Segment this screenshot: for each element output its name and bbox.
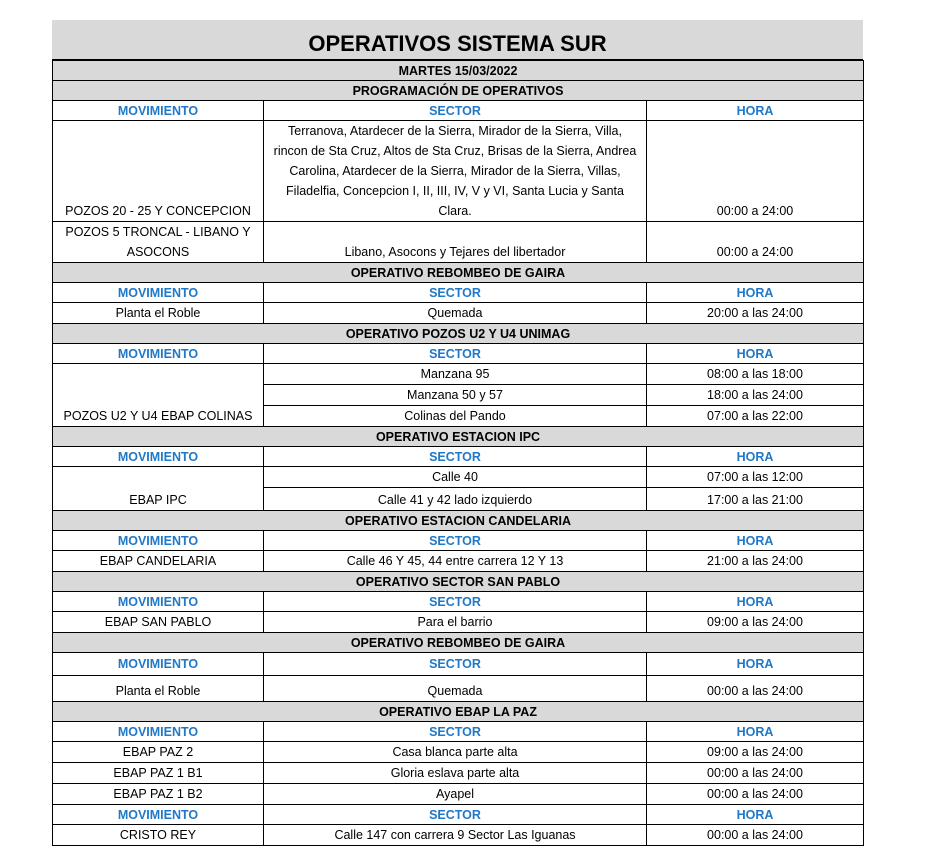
col-header-sector: SECTOR bbox=[264, 592, 647, 612]
schedule-table bbox=[52, 60, 864, 846]
movimiento-cell: EBAP SAN PABLO bbox=[53, 612, 264, 633]
table-row bbox=[53, 364, 864, 385]
hora-cell: 00:00 a 24:00 bbox=[647, 121, 864, 222]
sector-cell: Calle 41 y 42 lado izquierdo bbox=[264, 488, 647, 511]
movimiento-cell: CRISTO REY bbox=[53, 825, 264, 846]
sector-cell: Casa blanca parte alta bbox=[264, 742, 647, 763]
hora-cell: 09:00 a las 24:00 bbox=[647, 612, 864, 633]
col-header-movimiento: MOVIMIENTO bbox=[53, 805, 264, 825]
section-title: OPERATIVO ESTACION CANDELARIA bbox=[53, 511, 864, 531]
col-header-sector: SECTOR bbox=[264, 722, 647, 742]
hora-cell: 18:00 a las 24:00 bbox=[647, 385, 864, 406]
col-header-hora: HORA bbox=[647, 592, 864, 612]
col-header-hora: HORA bbox=[647, 344, 864, 364]
sector-cell: Quemada bbox=[264, 303, 647, 324]
table-row bbox=[53, 303, 864, 324]
col-header-movimiento: MOVIMIENTO bbox=[53, 592, 264, 612]
col-header-movimiento: MOVIMIENTO bbox=[53, 653, 264, 676]
movimiento-cell: POZOS U2 Y U4 EBAP COLINAS bbox=[53, 364, 264, 427]
section-title: PROGRAMACIÓN DE OPERATIVOS bbox=[53, 81, 864, 101]
sector-cell: Calle 40 bbox=[264, 467, 647, 488]
hora-cell: 00:00 a las 24:00 bbox=[647, 825, 864, 846]
col-header-sector: SECTOR bbox=[264, 283, 647, 303]
section-title: OPERATIVO REBOMBEO DE GAIRA bbox=[53, 263, 864, 283]
movimiento-cell: Planta el Roble bbox=[53, 303, 264, 324]
col-header-sector: SECTOR bbox=[264, 653, 647, 676]
col-header-movimiento: MOVIMIENTO bbox=[53, 447, 264, 467]
col-header-movimiento: MOVIMIENTO bbox=[53, 283, 264, 303]
sector-cell: Manzana 95 bbox=[264, 364, 647, 385]
section-title: OPERATIVO EBAP LA PAZ bbox=[53, 702, 864, 722]
sector-cell: Terranova, Atardecer de la Sierra, Mirador de la Sierra, Villa, rincon de Sta Cruz, Altos de Sta Cruz, Brisas de la Sierra, Andrea Carolina, Atardecer de la Sierra, Mirador de la Sierra, Villas, Filadelfia, Concepcion I, II, III, IV, V y VI, Santa Lucia y Santa Clara. bbox=[264, 121, 647, 222]
movimiento-cell: EBAP PAZ 1 B1 bbox=[53, 763, 264, 784]
col-header-sector: SECTOR bbox=[264, 531, 647, 551]
table-row bbox=[53, 742, 864, 763]
hora-cell: 07:00 a las 22:00 bbox=[647, 406, 864, 427]
col-header-hora: HORA bbox=[647, 805, 864, 825]
hora-cell: 00:00 a las 24:00 bbox=[647, 676, 864, 702]
col-header-sector: SECTOR bbox=[264, 805, 647, 825]
movimiento-cell: EBAP PAZ 2 bbox=[53, 742, 264, 763]
sector-cell: Para el barrio bbox=[264, 612, 647, 633]
sector-cell: Calle 46 Y 45, 44 entre carrera 12 Y 13 bbox=[264, 551, 647, 572]
table-row bbox=[53, 612, 864, 633]
page-title: OPERATIVOS SISTEMA SUR bbox=[52, 20, 863, 60]
col-header-hora: HORA bbox=[647, 283, 864, 303]
table-row bbox=[53, 784, 864, 805]
section-title: OPERATIVO ESTACION IPC bbox=[53, 427, 864, 447]
col-header-hora: HORA bbox=[647, 447, 864, 467]
hora-cell: 09:00 a las 24:00 bbox=[647, 742, 864, 763]
hora-cell: 08:00 a las 18:00 bbox=[647, 364, 864, 385]
hora-cell: 00:00 a 24:00 bbox=[647, 222, 864, 263]
table-row bbox=[53, 222, 864, 263]
section-title: OPERATIVO REBOMBEO DE GAIRA bbox=[53, 633, 864, 653]
col-header-hora: HORA bbox=[647, 722, 864, 742]
schedule-sheet bbox=[52, 20, 863, 846]
movimiento-cell: POZOS 20 - 25 Y CONCEPCION bbox=[53, 121, 264, 222]
sector-cell: Ayapel bbox=[264, 784, 647, 805]
section-title: OPERATIVO POZOS U2 Y U4 UNIMAG bbox=[53, 324, 864, 344]
sector-cell: Quemada bbox=[264, 676, 647, 702]
date-label: MARTES 15/03/2022 bbox=[53, 61, 864, 81]
date-row bbox=[53, 61, 864, 81]
sector-cell: Libano, Asocons y Tejares del libertador bbox=[264, 222, 647, 263]
sector-cell: Manzana 50 y 57 bbox=[264, 385, 647, 406]
col-header-hora: HORA bbox=[647, 531, 864, 551]
section-title: OPERATIVO SECTOR SAN PABLO bbox=[53, 572, 864, 592]
col-header-sector: SECTOR bbox=[264, 344, 647, 364]
hora-cell: 00:00 a las 24:00 bbox=[647, 784, 864, 805]
col-header-movimiento: MOVIMIENTO bbox=[53, 344, 264, 364]
table-row bbox=[53, 676, 864, 702]
table-row bbox=[53, 551, 864, 572]
hora-cell: 07:00 a las 12:00 bbox=[647, 467, 864, 488]
movimiento-cell: Planta el Roble bbox=[53, 676, 264, 702]
table-row bbox=[53, 763, 864, 784]
col-header-hora: HORA bbox=[647, 653, 864, 676]
sector-cell: Colinas del Pando bbox=[264, 406, 647, 427]
table-row bbox=[53, 825, 864, 846]
col-header-sector: SECTOR bbox=[264, 447, 647, 467]
table-row bbox=[53, 121, 864, 222]
sector-cell: Calle 147 con carrera 9 Sector Las Iguanas bbox=[264, 825, 647, 846]
movimiento-cell: EBAP PAZ 1 B2 bbox=[53, 784, 264, 805]
movimiento-cell: EBAP IPC bbox=[53, 467, 264, 511]
movimiento-cell: EBAP CANDELARIA bbox=[53, 551, 264, 572]
hora-cell: 21:00 a las 24:00 bbox=[647, 551, 864, 572]
col-header-hora: HORA bbox=[647, 101, 864, 121]
col-header-sector: SECTOR bbox=[264, 101, 647, 121]
col-header-movimiento: MOVIMIENTO bbox=[53, 101, 264, 121]
sector-cell: Gloria eslava parte alta bbox=[264, 763, 647, 784]
table-row bbox=[53, 467, 864, 488]
col-header-movimiento: MOVIMIENTO bbox=[53, 531, 264, 551]
movimiento-cell: POZOS 5 TRONCAL - LIBANO Y ASOCONS bbox=[53, 222, 264, 263]
hora-cell: 20:00 a las 24:00 bbox=[647, 303, 864, 324]
hora-cell: 17:00 a las 21:00 bbox=[647, 488, 864, 511]
hora-cell: 00:00 a las 24:00 bbox=[647, 763, 864, 784]
col-header-movimiento: MOVIMIENTO bbox=[53, 722, 264, 742]
